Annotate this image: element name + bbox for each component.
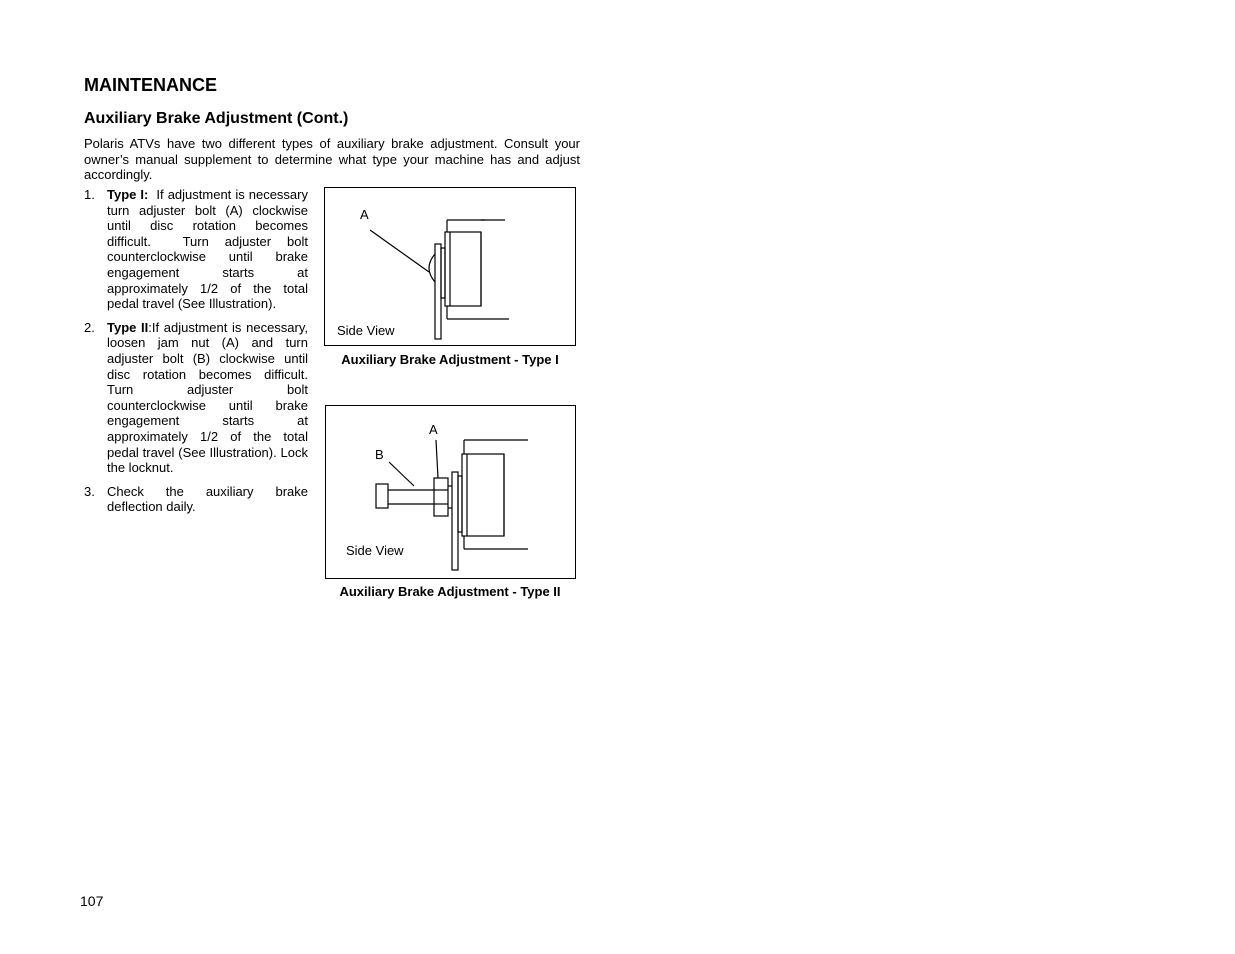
instruction-step-2 <box>84 320 308 476</box>
figure-caption: Auxiliary Brake Adjustment - Type II <box>339 584 561 599</box>
page-number: 107 <box>80 893 104 909</box>
callout-b-label: B <box>375 447 384 462</box>
step-type-label: Type I: <box>107 187 149 202</box>
step-number: 2. <box>84 319 95 335</box>
step-text: If adjustment is necessary turn adjuster bolt (A) clockwise until disc rotation becomes difficult. Turn adjuster bolt counterclockwise until brake engagement starts at approximately 1/2 of the total pedal travel (See Illustration). <box>107 187 312 312</box>
subsection-title: Auxiliary Brake Adjustment (Cont.) <box>84 110 349 127</box>
side-view-label: Side View <box>346 543 404 558</box>
figure-caption: Auxiliary Brake Adjustment - Type I <box>341 352 559 367</box>
instruction-step-3 <box>84 484 308 515</box>
step-type-label: Type II <box>107 319 149 335</box>
step-number: 3. <box>84 483 95 499</box>
figure-type-2 <box>325 405 576 579</box>
step-number: 1. <box>84 187 95 202</box>
figure-type-1 <box>324 187 576 346</box>
instruction-list <box>84 187 312 523</box>
callout-a-label: A <box>429 422 438 437</box>
side-view-label: Side View <box>337 323 395 338</box>
step-text: :If adjustment is necessary, loosen jam nut (A) and turn adjuster bolt (B) clockwise until disc rotation becomes difficult. Turn adjuster bolt counterclockwise until brake engagement starts at approximately 1/2 of the total pedal travel (See Illustration). Lock the locknut. <box>107 319 309 476</box>
intro-paragraph: Polaris ATVs have two different types of auxiliary brake adjustment. Consult your owner’s manual supplement to determine what type your machine has and adjust accordingly. <box>84 136 580 182</box>
section-title: MAINTENANCE <box>84 75 217 95</box>
instruction-step-1 <box>84 187 312 312</box>
step-text: Check the auxiliary brake deflection daily. <box>107 483 308 515</box>
callout-a-label: A <box>360 207 369 222</box>
